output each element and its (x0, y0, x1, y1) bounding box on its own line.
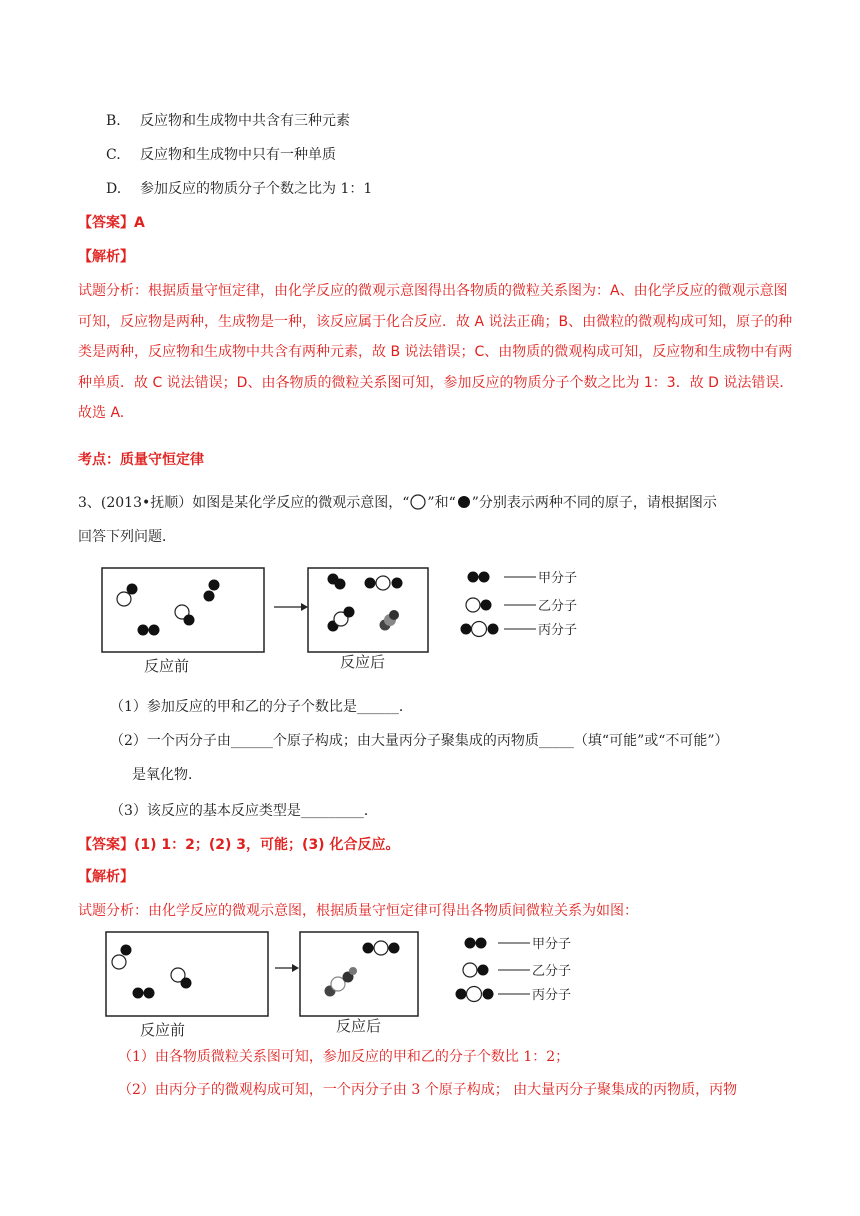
option-b (106, 110, 350, 130)
after-label: 反应后 (340, 653, 386, 671)
white-atom-icon (409, 494, 427, 510)
q2-kaodian: 考点：质量守恒定律 (78, 452, 204, 468)
option-text: 反应物和生成物中共含有三种元素 (140, 113, 350, 129)
q3-sub2-line1: （2）一个丙分子由______个原子构成；由大量丙分子聚集成的丙物质_____（填“可能”或“不可能”） (110, 733, 729, 749)
q3-sub3: （3）该反应的基本反应类型是_________． (110, 803, 378, 819)
q3-answer: 【答案】(1) 1：2；(2) 3，可能；(3) 化合反应。 (78, 837, 400, 853)
legend-1 (461, 571, 578, 638)
legend-2 (456, 937, 572, 1003)
q3-stem-part-c: ”分别表示两种不同的原子，请根据图示 (471, 495, 717, 511)
q3-sub1: （1）参加反应的甲和乙的分子个数比是______． (110, 699, 413, 715)
q3-stem-line1 (78, 492, 717, 512)
q3-stem-part-a: 3、(2013•抚顺）如图是某化学反应的微观示意图，“ (78, 495, 410, 511)
option-label: C. (106, 147, 121, 163)
option-c (106, 144, 336, 164)
before-box (106, 932, 268, 1016)
legend-jia: 甲分子 (532, 937, 572, 952)
q3-exp1: （1）由各物质微粒关系图可知，参加反应的甲和乙的分子个数比 1：2； (118, 1049, 570, 1065)
legend-yi: 乙分子 (532, 964, 572, 979)
reaction-diagram-1 (96, 562, 616, 680)
q3-analysis-intro: 试题分析：由化学反应的微观示意图，根据质量守恒定律可得出各物质间微粒关系为如图： (78, 903, 638, 919)
q3-exp2: （2）由丙分子的微观构成可知，一个丙分子由 3 个原子构成； 由大量丙分子聚集成的丙物质，丙物 (118, 1082, 738, 1098)
legend-jia: 甲分子 (538, 571, 578, 586)
q2-analysis-text: 试题分析：根据质量守恒定律，由化学反应的微观示意图得出各物质的微粒关系图为：A、由化学反应的微观示意图可知，反应物是两种，生成物是一种，该反应属于化合反应．故 A 说法正确；B、由微粒的微观构成可知，原子的种类是两种，反应物和生成物中共含有两种元素，故 B 说法错误；C、由物质的微观构成可知，反应物和生成物中有两种单质．故 C 说法错误；D、由各物质的微粒关系图可知，参加反应的物质分子个数之比为 1：3．故 D 说法错误．故选 A. (78, 283, 794, 421)
reaction-arrow (274, 603, 308, 611)
legend-bing: 丙分子 (532, 988, 572, 1003)
legend-yi: 乙分子 (538, 599, 578, 614)
q3-stem-part-b: ”和“ (427, 495, 456, 511)
option-d (106, 178, 372, 198)
option-label: D. (106, 181, 122, 197)
black-atom-icon (456, 494, 472, 510)
reaction-arrow (275, 964, 299, 972)
q3-sub2-line2: 是氧化物． (132, 767, 202, 783)
option-text: 参加反应的物质分子个数之比为 1：1 (140, 181, 373, 197)
option-label: B. (106, 113, 121, 129)
q3-stem-line2: 回答下列问题． (78, 529, 176, 545)
after-box (300, 932, 418, 1016)
before-label: 反应前 (140, 1021, 186, 1039)
q2-analysis-header: 【解析】 (78, 249, 134, 265)
before-label: 反应前 (144, 657, 190, 675)
q3-analysis-header: 【解析】 (78, 869, 134, 885)
option-text: 反应物和生成物中只有一种单质 (140, 147, 336, 163)
after-label: 反应后 (336, 1017, 382, 1035)
reaction-diagram-2 (100, 926, 620, 1044)
legend-bing: 丙分子 (538, 623, 578, 638)
q2-answer: 【答案】A (78, 215, 145, 231)
